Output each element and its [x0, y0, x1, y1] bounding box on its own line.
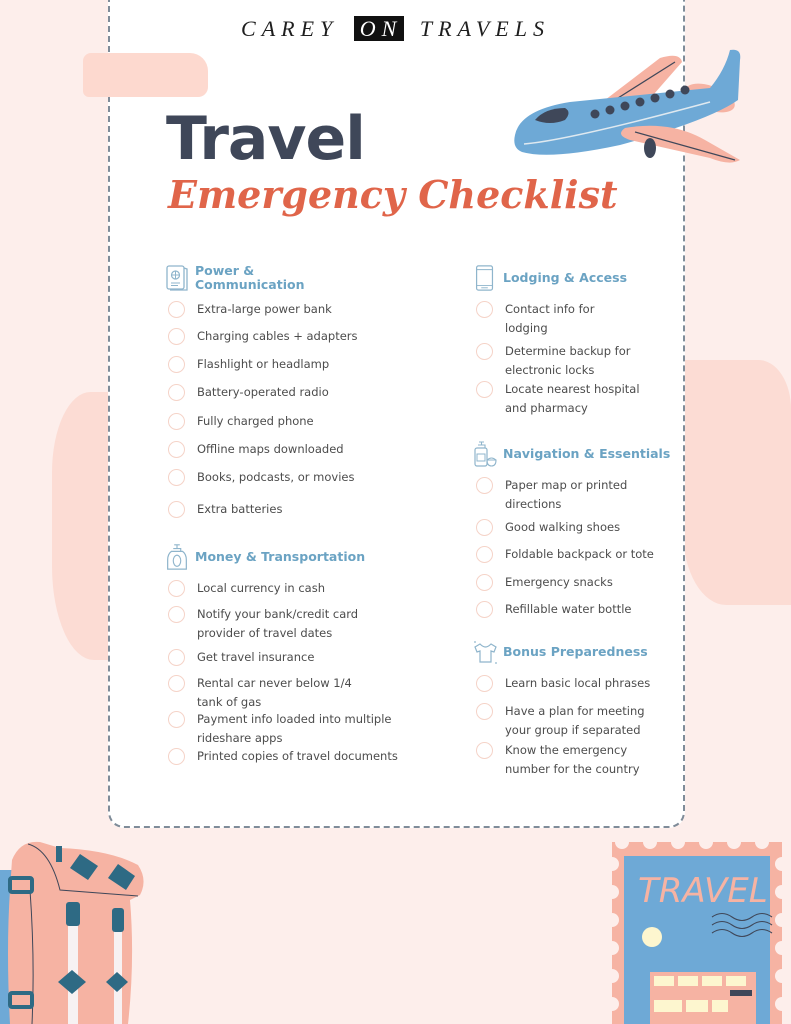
item-label: number for the country	[505, 761, 640, 776]
checkbox[interactable]	[168, 441, 185, 458]
checkbox[interactable]	[168, 580, 185, 597]
item-label: Emergency snacks	[505, 575, 613, 589]
item-label: Offline maps downloaded	[197, 442, 344, 456]
checklist-item[interactable]	[473, 702, 673, 741]
item-label: Good walking shoes	[505, 520, 621, 534]
checkbox[interactable]	[476, 381, 493, 398]
item-label: Extra-large power bank	[197, 302, 332, 316]
checkbox[interactable]	[476, 742, 493, 759]
airplane-icon	[510, 40, 760, 170]
brand-logo	[0, 16, 791, 42]
item-label: Charging cables + adapters	[197, 329, 358, 343]
checklist-item[interactable]	[165, 355, 405, 383]
checklist-item[interactable]	[165, 327, 405, 355]
item-label: rideshare apps	[197, 730, 283, 745]
brand-left: CAREY	[241, 16, 339, 41]
item-label: Determine backup for	[505, 344, 631, 358]
checkbox[interactable]	[168, 675, 185, 692]
section-title: Lodging & Access	[503, 270, 628, 285]
section-title: Money & Transportation	[195, 549, 366, 564]
item-label: lodging	[505, 320, 548, 335]
checkbox[interactable]	[168, 413, 185, 430]
section-header	[473, 638, 673, 666]
item-label: electronic locks	[505, 362, 595, 377]
section-money-transportation	[165, 543, 425, 773]
checklist-item[interactable]	[473, 545, 673, 573]
checklist-item[interactable]	[473, 674, 673, 702]
checkbox[interactable]	[476, 343, 493, 360]
decorative-blob-right	[683, 360, 791, 605]
checkbox[interactable]	[168, 384, 185, 401]
checkbox[interactable]	[168, 748, 185, 765]
checklist-item[interactable]	[165, 710, 425, 747]
item-label: directions	[505, 496, 562, 511]
checklist-item[interactable]	[165, 440, 405, 468]
section-title: Bonus Preparedness	[503, 644, 648, 659]
passport-icon	[165, 264, 189, 292]
checklist-item[interactable]	[473, 573, 673, 600]
section-power-communication	[165, 264, 405, 528]
item-label: Local currency in cash	[197, 581, 326, 595]
item-label: Contact info for	[505, 302, 595, 316]
checklist-item[interactable]	[473, 518, 673, 545]
section-title-line: Power &	[195, 263, 255, 278]
item-label: Payment info loaded into multiple	[197, 712, 392, 726]
checklist-item[interactable]	[473, 476, 673, 518]
section-title-line: Communication	[195, 277, 305, 292]
lotion-bottle-icon	[165, 543, 189, 571]
item-label: Books, podcasts, or movies	[197, 470, 355, 484]
page-subtitle: Emergency Checklist	[168, 172, 618, 217]
checkbox[interactable]	[476, 477, 493, 494]
phone-icon	[473, 264, 497, 292]
checkbox[interactable]	[168, 301, 185, 318]
item-label: Fully charged phone	[197, 414, 314, 428]
item-label: Get travel insurance	[197, 650, 315, 664]
checkbox[interactable]	[168, 606, 185, 623]
checkbox[interactable]	[168, 501, 185, 518]
checklist-item[interactable]	[165, 648, 425, 674]
item-label: Printed copies of travel documents	[197, 749, 398, 763]
item-label: Refillable water bottle	[505, 602, 632, 616]
travel-stamp-icon	[612, 842, 782, 1024]
checkbox[interactable]	[476, 546, 493, 563]
checklist-item[interactable]	[473, 300, 673, 342]
checkbox[interactable]	[476, 675, 493, 692]
checkbox[interactable]	[476, 301, 493, 318]
item-label: Notify your bank/credit card	[197, 607, 359, 621]
item-label: provider of travel dates	[197, 625, 333, 640]
brand-right: TRAVELS	[419, 16, 550, 41]
section-header	[473, 264, 673, 292]
item-label: Rental car never below 1/4	[197, 676, 352, 690]
section-header	[473, 440, 673, 468]
item-label: your group if separated	[505, 722, 641, 737]
item-label: Paper map or printed	[505, 478, 628, 492]
item-label: and pharmacy	[505, 400, 588, 415]
item-label: Locate nearest hospital	[505, 382, 640, 396]
checkbox[interactable]	[476, 574, 493, 591]
checkbox[interactable]	[168, 711, 185, 728]
checkbox[interactable]	[476, 703, 493, 720]
checklist-item[interactable]	[165, 300, 405, 327]
decorative-brush-stroke	[83, 53, 208, 97]
section-title: Navigation & Essentials	[503, 446, 671, 461]
checklist-item[interactable]	[473, 342, 673, 380]
tshirt-icon	[473, 638, 497, 666]
item-label: Battery-operated radio	[197, 385, 329, 399]
toiletries-icon	[473, 440, 497, 468]
checkbox[interactable]	[168, 328, 185, 345]
checklist-item[interactable]	[165, 383, 405, 412]
brand-middle: ON	[354, 16, 405, 41]
checkbox[interactable]	[168, 469, 185, 486]
section-bonus-preparedness	[473, 638, 673, 779]
checklist-item[interactable]	[473, 741, 673, 779]
item-label: Know the emergency	[505, 743, 628, 757]
stamp-text: TRAVEL	[638, 871, 768, 911]
section-navigation-essentials	[473, 440, 673, 627]
item-label: Flashlight or headlamp	[197, 357, 330, 371]
page-title: Travel	[166, 104, 365, 174]
checklist-item[interactable]	[165, 605, 425, 648]
checkbox[interactable]	[476, 601, 493, 618]
section-header	[165, 264, 405, 292]
checklist-item[interactable]	[165, 747, 425, 773]
checklist-item[interactable]	[165, 500, 405, 528]
checklist-item[interactable]	[165, 674, 425, 710]
checkbox[interactable]	[476, 519, 493, 536]
checklist-item[interactable]	[165, 468, 405, 500]
section-lodging-access	[473, 264, 673, 418]
section-header	[165, 543, 425, 571]
checkbox[interactable]	[168, 356, 185, 373]
backpack-icon	[0, 830, 150, 1024]
checkbox[interactable]	[168, 649, 185, 666]
item-label: Foldable backpack or tote	[505, 547, 654, 561]
checklist-item[interactable]	[473, 380, 673, 418]
item-label: tank of gas	[197, 694, 262, 709]
checklist-item[interactable]	[165, 412, 405, 440]
checklist-item[interactable]	[473, 600, 673, 627]
item-label: Extra batteries	[197, 502, 283, 516]
item-label: Have a plan for meeting	[505, 704, 645, 718]
item-label: Learn basic local phrases	[505, 676, 651, 690]
checklist-item[interactable]	[165, 579, 425, 605]
